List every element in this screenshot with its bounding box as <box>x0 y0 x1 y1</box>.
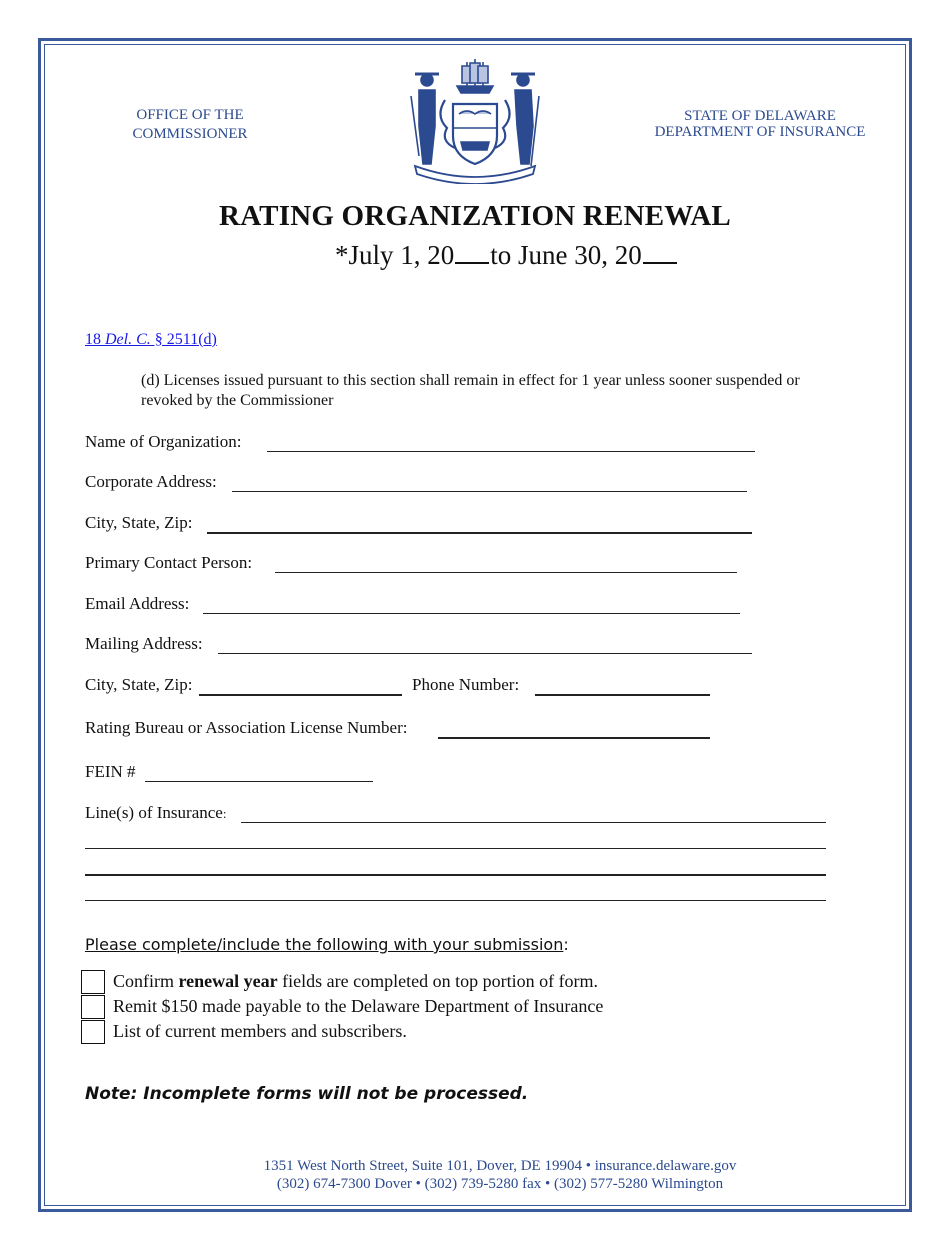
email-input[interactable] <box>203 613 740 614</box>
mailing-address-input[interactable] <box>218 653 752 654</box>
start-year-blank[interactable] <box>455 240 489 264</box>
office-line-2: COMMISSIONER <box>132 126 248 142</box>
renewal-period <box>335 240 678 271</box>
form-title: RATING ORGANIZATION RENEWAL <box>219 200 731 232</box>
lines-of-insurance-row <box>85 803 830 827</box>
office-header <box>110 106 270 144</box>
lines-of-insurance-label <box>85 803 226 823</box>
lines-of-insurance-line-2[interactable] <box>85 848 826 849</box>
office-line-1: OFFICE OF THE <box>136 107 244 123</box>
city-phone-row <box>85 675 725 699</box>
requirements-heading-text: Please complete/include the following with your submission <box>85 935 564 954</box>
requirement-text <box>113 971 598 992</box>
requirement-text-bold: renewal year <box>178 971 278 991</box>
requirements-heading <box>85 935 569 954</box>
org-name-input[interactable] <box>267 451 755 452</box>
contact-person-row <box>85 553 765 577</box>
incomplete-forms-note: Note: Incomplete forms will not be processed. <box>85 1084 529 1104</box>
city-state-zip-row <box>85 513 765 537</box>
members-list-checkbox[interactable] <box>81 1020 105 1044</box>
fein-row <box>85 762 385 786</box>
statute-link-italic: Del. C. <box>105 331 151 348</box>
city-state-zip-label: City, State, Zip: <box>85 513 193 532</box>
period-prefix: *July 1, 20 <box>335 240 455 270</box>
phone-input[interactable] <box>535 694 710 696</box>
mailing-address-row <box>85 634 765 658</box>
org-name-row <box>85 432 765 456</box>
license-number-row <box>85 718 725 742</box>
city-state-zip-2-label: City, State, Zip: <box>85 675 193 694</box>
state-line: STATE OF DELAWARE <box>684 108 836 124</box>
corp-address-row <box>85 472 765 496</box>
footer-address: 1351 West North Street, Suite 101, Dover, DE 19904 • insurance.delaware.gov <box>263 1158 737 1174</box>
requirement-text: Remit $150 made payable to the Delaware Department of Insurance <box>113 996 604 1016</box>
remit-fee-checkbox[interactable] <box>81 995 105 1019</box>
lines-of-insurance-line-4[interactable] <box>85 900 826 901</box>
lines-of-insurance-text: Line(s) of Insurance <box>85 803 223 822</box>
requirements-heading-colon: : <box>563 935 569 954</box>
city-state-zip-2-input[interactable] <box>199 694 402 696</box>
requirement-text-post: fields are completed on top portion of form. <box>277 971 599 991</box>
city-state-zip-input[interactable] <box>207 532 752 534</box>
requirement-text-pre: Confirm <box>113 971 179 991</box>
delaware-state-seal-icon <box>405 56 545 184</box>
footer-phones: (302) 674-7300 Dover • (302) 739-5280 fax • (302) 577-5280 Wilmington <box>276 1176 724 1192</box>
requirement-text: List of current members and subscribers. <box>113 1021 407 1041</box>
fein-label: FEIN # <box>85 762 136 781</box>
fein-input[interactable] <box>145 781 373 782</box>
statute-text: (d) Licenses issued pursuant to this section shall remain in effect for 1 year unless sooner suspended or revoked by the Commissioner <box>141 372 800 409</box>
phone-label: Phone Number: <box>412 675 520 694</box>
corp-address-label: Corporate Address: <box>85 472 217 491</box>
department-line: DEPARTMENT OF INSURANCE <box>654 124 866 140</box>
renewal-year-checkbox[interactable] <box>81 970 105 994</box>
license-number-input[interactable] <box>438 737 710 739</box>
email-row <box>85 594 765 618</box>
statute-link[interactable] <box>85 331 217 349</box>
statute-link-prefix: 18 <box>85 331 105 348</box>
lines-of-insurance-colon: : <box>222 806 227 821</box>
statute-link-suffix: § 2511(d) <box>150 331 217 348</box>
period-middle: to June 30, 20 <box>490 240 642 270</box>
org-name-label: Name of Organization: <box>85 432 242 451</box>
end-year-blank[interactable] <box>643 240 677 264</box>
email-label: Email Address: <box>85 594 190 613</box>
department-header <box>640 108 880 140</box>
license-number-label: Rating Bureau or Association License Number: <box>85 718 408 737</box>
corp-address-input[interactable] <box>232 491 747 492</box>
contact-person-label: Primary Contact Person: <box>85 553 253 572</box>
lines-of-insurance-line-3[interactable] <box>85 874 826 876</box>
contact-person-input[interactable] <box>275 572 737 573</box>
mailing-address-label: Mailing Address: <box>85 634 203 653</box>
lines-of-insurance-input[interactable] <box>241 822 826 823</box>
